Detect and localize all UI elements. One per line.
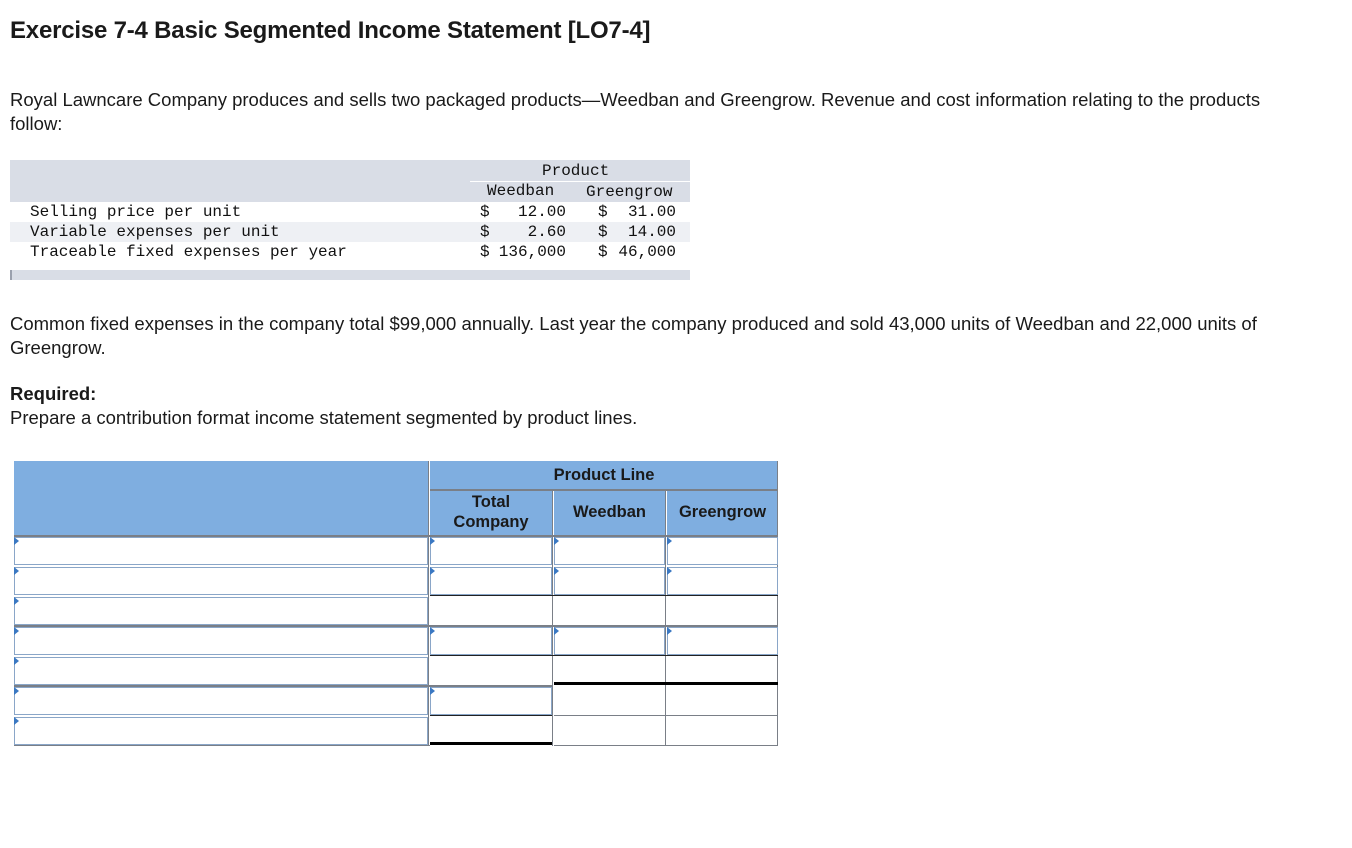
currency-symbol: $ <box>480 203 490 221</box>
greengrow-input[interactable] <box>667 627 778 655</box>
total-company-input[interactable] <box>430 627 552 655</box>
dropdown-marker-icon <box>554 627 559 635</box>
grid-divider <box>665 491 666 746</box>
currency-symbol: $ <box>480 243 490 261</box>
dropdown-marker-icon <box>667 627 672 635</box>
label-column-header-bg <box>14 461 428 535</box>
weedban-input[interactable] <box>554 627 665 655</box>
currency-symbol: $ <box>598 203 608 221</box>
subtotal-rule <box>430 655 778 656</box>
dropdown-marker-icon <box>430 627 435 635</box>
subtotal-rule <box>430 595 778 596</box>
total-company-header-line1: Total <box>471 493 511 511</box>
weedban-header: Weedban <box>572 503 647 521</box>
dropdown-marker-icon <box>14 687 19 695</box>
greengrow-value: 31.00 <box>627 203 676 221</box>
greengrow-input[interactable] <box>667 567 778 595</box>
dropdown-marker-icon <box>667 537 672 545</box>
dropdown-marker-icon <box>14 537 19 545</box>
intro-paragraph: Royal Lawncare Company produces and sells two packaged products—Weedban and Greengrow. Revenue and cost information relating to the products follow: <box>10 89 1261 134</box>
row-label-select[interactable] <box>14 627 428 655</box>
product-line-header: Product Line <box>553 466 655 484</box>
greengrow-value: 46,000 <box>618 243 676 261</box>
weedban-value: 136,000 <box>498 243 566 261</box>
dropdown-marker-icon <box>667 567 672 575</box>
currency-symbol: $ <box>598 243 608 261</box>
dropdown-marker-icon <box>554 567 559 575</box>
dropdown-marker-icon <box>14 597 19 605</box>
total-double-rule <box>554 682 778 685</box>
weedban-input[interactable] <box>554 567 665 595</box>
subtotal-rule <box>430 715 552 716</box>
row-label: Traceable fixed expenses per year <box>30 243 347 261</box>
greengrow-value: 14.00 <box>627 223 676 241</box>
required-label: Required: <box>10 383 97 404</box>
required-text: Prepare a contribution format income statement segmented by product lines. <box>10 407 638 428</box>
dropdown-marker-icon <box>554 537 559 545</box>
weedban-value: 2.60 <box>527 223 566 241</box>
product-group-header: Product <box>542 162 610 180</box>
dropdown-marker-icon <box>14 717 19 725</box>
row-label-select[interactable] <box>14 597 428 625</box>
answer-grid <box>14 461 778 746</box>
row-label-select[interactable] <box>14 657 428 685</box>
greengrow-input[interactable] <box>667 537 778 565</box>
grid-divider <box>428 461 429 746</box>
weedban-input[interactable] <box>554 537 665 565</box>
weedban-value: 12.00 <box>517 203 566 221</box>
currency-symbol: $ <box>480 223 490 241</box>
grid-divider <box>430 489 778 491</box>
total-company-input[interactable] <box>430 567 552 595</box>
dropdown-marker-icon <box>14 567 19 575</box>
table-footer-bar <box>10 270 690 280</box>
common-expenses-paragraph: Common fixed expenses in the company total $99,000 annually. Last year the company produced and sold 43,000 units of Weedban and 22,000 units of Greengrow. <box>10 313 1257 358</box>
row-label-select[interactable] <box>14 567 428 595</box>
row-label-select[interactable] <box>14 537 428 565</box>
total-company-input[interactable] <box>430 537 552 565</box>
product-data-table <box>10 160 690 280</box>
total-double-rule <box>430 742 552 745</box>
total-company-input[interactable] <box>430 687 552 715</box>
column-header-weedban: Weedban <box>487 182 555 200</box>
row-label: Variable expenses per unit <box>30 223 280 241</box>
grid-divider <box>554 715 778 716</box>
dropdown-marker-icon <box>430 687 435 695</box>
column-header-greengrow: Greengrow <box>586 183 673 201</box>
grid-divider <box>14 745 430 746</box>
greengrow-header: Greengrow <box>678 503 767 521</box>
grid-divider <box>554 745 778 746</box>
currency-symbol: $ <box>598 223 608 241</box>
page-title: Exercise 7-4 Basic Segmented Income Statement [LO7-4] <box>10 17 651 44</box>
row-label-select[interactable] <box>14 717 428 745</box>
dropdown-marker-icon <box>430 537 435 545</box>
row-label: Selling price per unit <box>30 203 242 221</box>
total-company-header-line2: Company <box>453 513 529 531</box>
dropdown-marker-icon <box>430 567 435 575</box>
dropdown-marker-icon <box>14 627 19 635</box>
row-label-select[interactable] <box>14 687 428 715</box>
grid-divider <box>552 685 553 746</box>
dropdown-marker-icon <box>14 657 19 665</box>
